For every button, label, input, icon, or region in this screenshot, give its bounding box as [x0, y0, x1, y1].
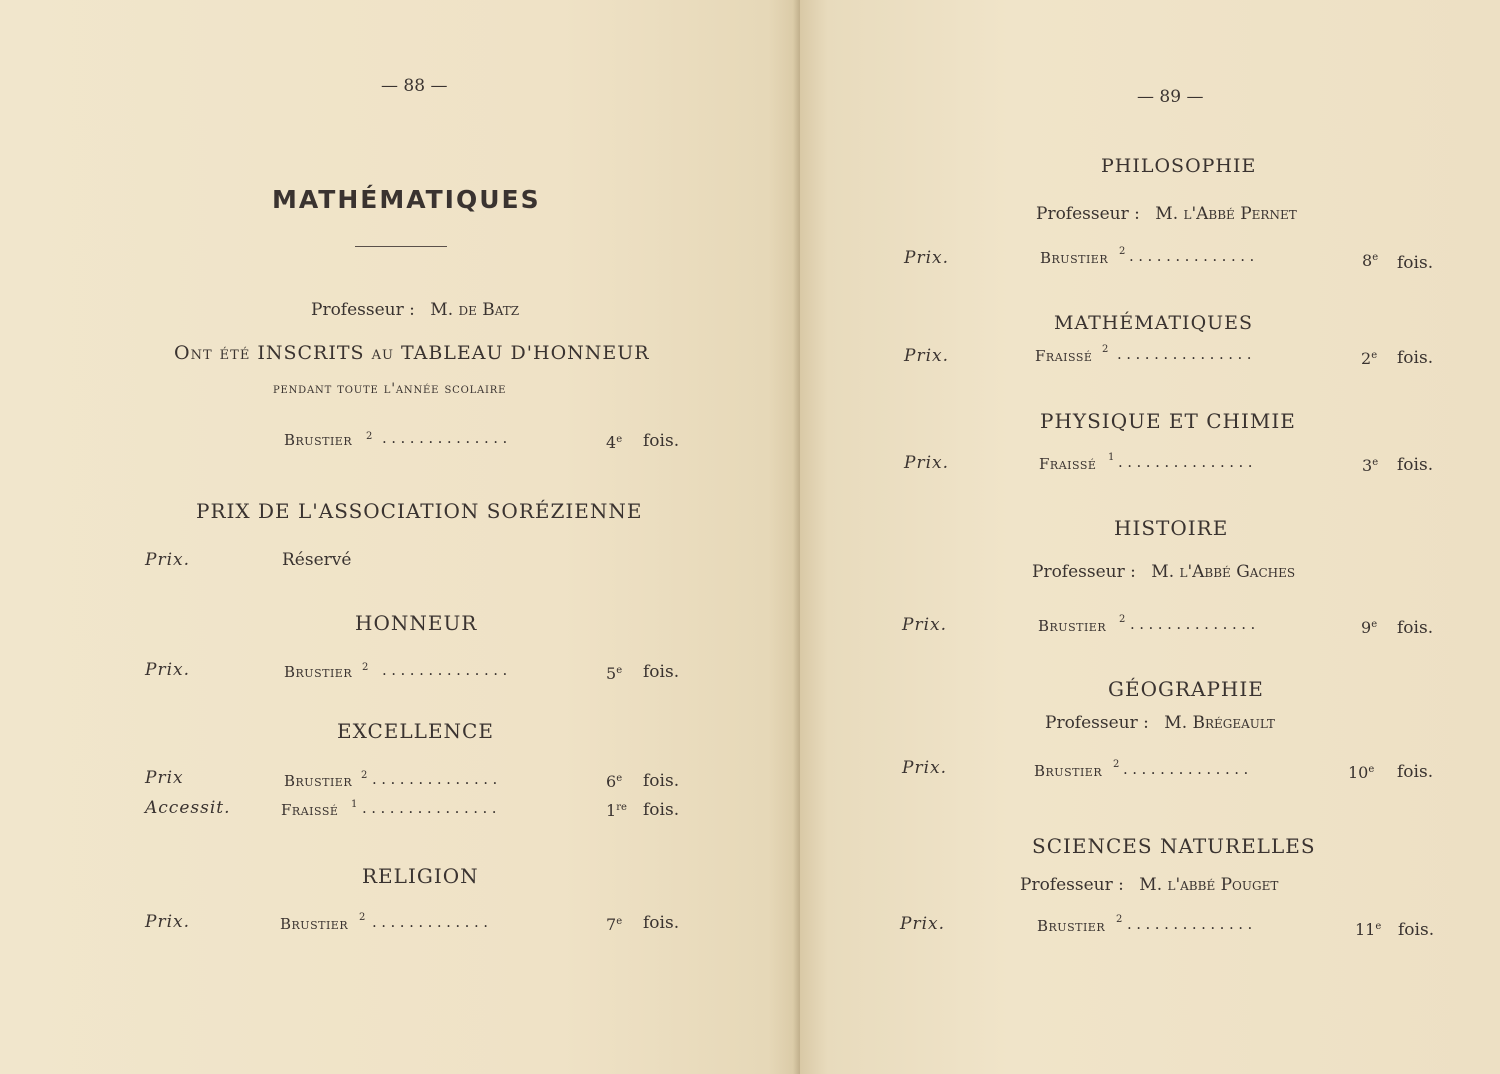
page-number-left: — 88 —: [381, 76, 448, 96]
rank: 1re: [606, 801, 627, 820]
student-name: Fraissé: [1039, 455, 1097, 473]
leader-dots: ..............: [372, 770, 502, 788]
leader-dots: ...............: [1117, 345, 1257, 363]
professor-line: [1045, 713, 1275, 733]
fois: fois.: [643, 431, 680, 451]
rank: 8e: [1362, 251, 1379, 270]
professor-name: M. l'Abbé Gaches: [1151, 562, 1296, 582]
rank: 7e: [606, 915, 623, 934]
professor-name: M. Brégeault: [1164, 713, 1275, 733]
professor-name: M. l'Abbé Pernet: [1155, 204, 1297, 224]
leader-dots: ..............: [1130, 615, 1260, 633]
leader-dots: ..............: [382, 661, 512, 679]
prize-label: Prix.: [902, 615, 947, 635]
leader-dots: ..............: [1123, 760, 1253, 778]
right-page: — 89 — PHILOSOPHIE Professeur : M. l'Abbé Pernet Prix. Brustier 2 .............. 8e fois. MATHÉMATIQUES Prix. Fraissé 2 ............... 2e fois. PHYSIQUE ET CHIMIE Prix. Fraissé 1 ............... 3e fois. HISTOIRE Professeur : M. l'Abbé Gaches Prix. Brustier 2 .............. 9e fois. GÉOGRAPHIE Professeur : M. Brégeault Prix. Brustier 2 .............. 10e fois. SCIENCES NATURELLES Professeur : M. l'abbé Pouget Prix. Brustier 2 .............. 11e fois.: [800, 0, 1500, 1074]
prize-label: Prix.: [900, 914, 945, 934]
rank: 9e: [1361, 618, 1378, 637]
professor-label: Professeur :: [1045, 713, 1149, 733]
prize-label: Prix.: [145, 660, 190, 680]
professor-label: Professeur :: [1032, 562, 1136, 582]
section-title-physique-chimie: PHYSIQUE ET CHIMIE: [1040, 409, 1296, 433]
fois: fois.: [1397, 348, 1434, 368]
rank: 3e: [1362, 456, 1379, 475]
section-title-geographie: GÉOGRAPHIE: [1108, 677, 1264, 701]
student-name: Fraissé: [1035, 347, 1093, 365]
title-rule: [355, 246, 447, 247]
prize-label: Prix.: [904, 346, 949, 366]
student-name: Brustier: [1040, 249, 1109, 267]
section-title-honneur: HONNEUR: [355, 611, 478, 635]
professor-line: [311, 300, 519, 320]
professor-label: Professeur :: [311, 300, 415, 320]
leader-dots: ..............: [382, 429, 512, 447]
professor-line: [1036, 204, 1297, 224]
student-name: Brustier: [284, 431, 353, 449]
fois: fois.: [643, 771, 680, 791]
leader-dots: .............: [372, 913, 493, 931]
prize-label: Prix: [145, 768, 184, 788]
accessit-label: Accessit.: [145, 798, 231, 818]
fois: fois.: [1397, 455, 1434, 475]
leader-dots: ..............: [1129, 247, 1259, 265]
rank: 11e: [1355, 920, 1382, 939]
fois: fois.: [643, 913, 680, 933]
leader-dots: ..............: [1127, 915, 1257, 933]
prize-label: Prix.: [145, 912, 190, 932]
section-title-excellence: EXCELLENCE: [337, 719, 494, 743]
section-title-religion: RELIGION: [362, 864, 479, 888]
section-title-histoire: HISTOIRE: [1114, 516, 1229, 540]
prize-label: Prix.: [904, 453, 949, 473]
student-name: Fraissé: [281, 801, 339, 819]
leader-dots: ...............: [1118, 453, 1258, 471]
student-name: Brustier: [1034, 762, 1103, 780]
section-title-philosophie: PHILOSOPHIE: [1101, 155, 1257, 177]
honor-roll-subtitle: pendant toute l'année scolaire: [273, 381, 507, 397]
fois: fois.: [643, 662, 680, 682]
fois: fois.: [1397, 762, 1434, 782]
rank: 10e: [1348, 763, 1375, 782]
student-name: Brustier: [284, 663, 353, 681]
association-title: PRIX DE L'ASSOCIATION SORÉZIENNE: [196, 499, 643, 523]
professor-name: M. de Batz: [430, 300, 520, 320]
student-name: Brustier: [280, 915, 349, 933]
prize-label: Prix.: [902, 758, 947, 778]
professor-line: [1032, 562, 1295, 582]
prize-label: Prix.: [145, 550, 190, 570]
section-title-sciences-naturelles: SCIENCES NATURELLES: [1032, 834, 1316, 858]
page-title: MATHÉMATIQUES: [272, 185, 541, 214]
professor-name: M. l'abbé Pouget: [1139, 875, 1279, 895]
leader-dots: ...............: [362, 799, 502, 817]
left-page: — 88 — MATHÉMATIQUES Professeur : M. de Batz Ont été INSCRITS au TABLEAU D'HONNEUR pendant toute l'année scolaire Brustier 2 .............. 4e fois. PRIX DE L'ASSOCIATION SORÉZIENNE Prix. Réservé HONNEUR Prix. Brustier 2 .............. 5e fois. EXCELLENCE Prix Brustier 2 .............. 6e fois. Accessit. Fraissé 1 ............... 1re fois. RELIGION Prix. Brustier 2 ............. 7e fois.: [0, 0, 800, 1074]
fois: fois.: [1398, 920, 1435, 940]
student-name: Brustier: [1038, 617, 1107, 635]
section-title-mathematiques: MATHÉMATIQUES: [1054, 312, 1254, 334]
reserved-value: Réservé: [282, 550, 352, 570]
rank: 6e: [606, 772, 623, 791]
fois: fois.: [1397, 618, 1434, 638]
rank: 2e: [1361, 349, 1378, 368]
page-number-right: — 89 —: [1137, 87, 1204, 107]
rank: 5e: [606, 664, 623, 683]
student-name: Brustier: [284, 772, 353, 790]
prize-label: Prix.: [904, 248, 949, 268]
rank: 4e: [606, 433, 623, 452]
honor-roll-title: Ont été INSCRITS au TABLEAU D'HONNEUR: [174, 342, 650, 364]
fois: fois.: [643, 800, 680, 820]
professor-line: [1020, 875, 1278, 895]
professor-label: Professeur :: [1020, 875, 1124, 895]
fois: fois.: [1397, 253, 1434, 273]
professor-label: Professeur :: [1036, 204, 1140, 224]
student-name: Brustier: [1037, 917, 1106, 935]
